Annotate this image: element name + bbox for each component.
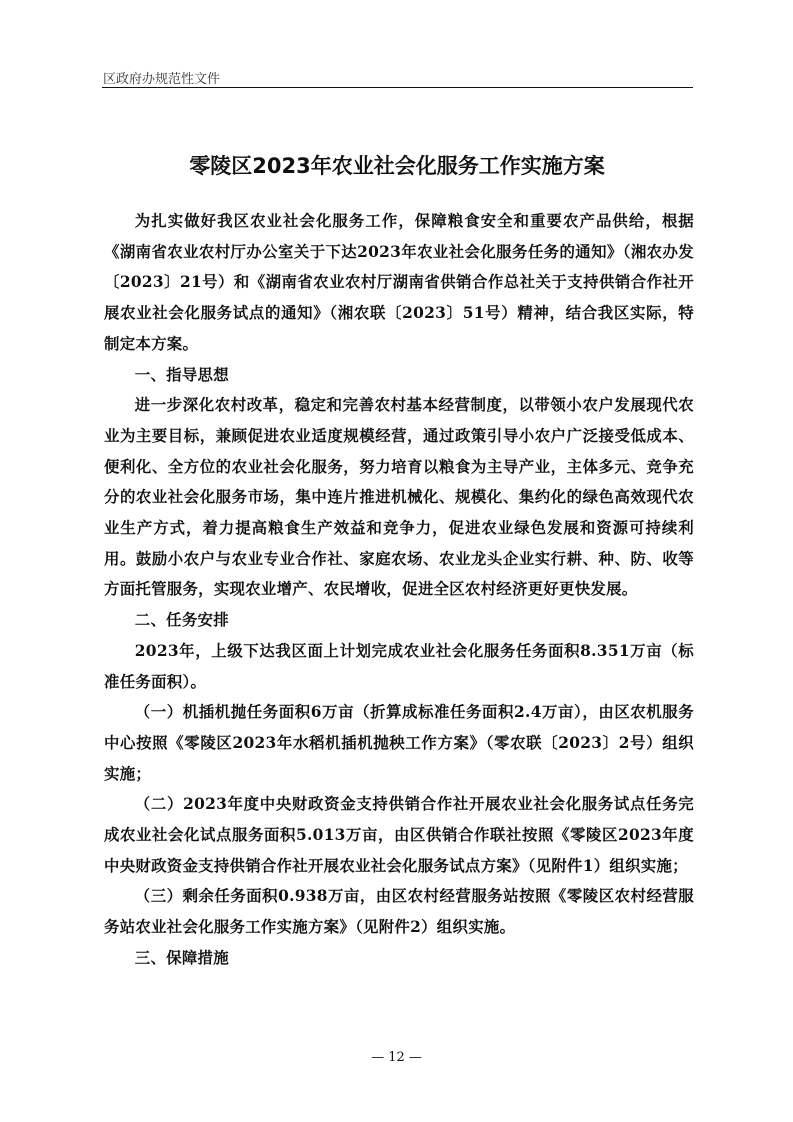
section-heading-task-arrangement: 二、任务安排 [134,611,229,630]
page-number: — 12 — [371,1050,422,1065]
header-rule [102,87,693,88]
task-overview-paragraph: 2023年，上级下达我区面上计划完成农业社会化服务任务面积8.351万亩（标准任务面积）。 [104,641,694,691]
document-header: 区政府办规范性文件 [103,72,221,87]
section-heading-safeguards: 三、保障措施 [134,948,229,967]
document-title: 零陵区2023年农业社会化服务工作实施方案 [189,154,605,178]
intro-paragraph: 为扎实做好我区农业社会化服务工作，保障粮食安全和重要农产品供给，根据《湖南省农业农村厅办公室关于下达2023年农业社会化服务任务的通知》（湘农办发〔2023〕21号）和《湖南省农业农村厅湖南省供销合作总社关于支持供销合作社开展农业社会化服务试点的通知》（湘农联〔2023〕51号）精神，结合我区实际，特制定本方案。 [104,212,694,353]
task-item-2: （二）2023年度中央财政资金支持供销合作社开展农业社会化服务试点任务完成农业社会化试点服务面积5.013万亩，由区供销合作联社按照《零陵区2023年度中央财政资金支持供销合作社开展农业社会化服务试点方案》（见附件1）组织实施； [104,795,694,875]
guiding-ideology-paragraph: 进一步深化农村改革，稳定和完善农村基本经营制度，以带领小农户发展现代农业为主要目标，兼顾促进农业适度规模经营，通过政策引导小农户广泛接受低成本、便利化、全方位的农业社会化服务，努力培育以粮食为主导产业，主体多元、竞争充分的农业社会化服务市场，集中连片推进机械化、规模化、集约化的绿色高效现代农业生产方式，着力提高粮食生产效益和竞争力，促进农业绿色发展和资源可持续利用。鼓励小农户与农业专业合作社、家庭农场、农业龙头企业实行耕、种、防、收等方面托管服务，实现农业增产、农民增收，促进全区农村经济更好更快发展。 [104,396,694,599]
task-item-3: （三）剩余任务面积0.938万亩，由区农村经营服务站按照《零陵区农村经营服务站农业社会化服务工作实施方案》（见附件2）组织实施。 [104,887,694,937]
document-body [104,206,694,974]
section-heading-guiding-ideology: 一、指导思想 [134,365,229,384]
task-item-1: （一）机插机抛任务面积6万亩（折算成标准任务面积2.4万亩），由区农机服务中心按照《零陵区2023年水稻机插机抛秧工作方案》（零农联〔2023〕2号）组织实施； [104,703,694,783]
